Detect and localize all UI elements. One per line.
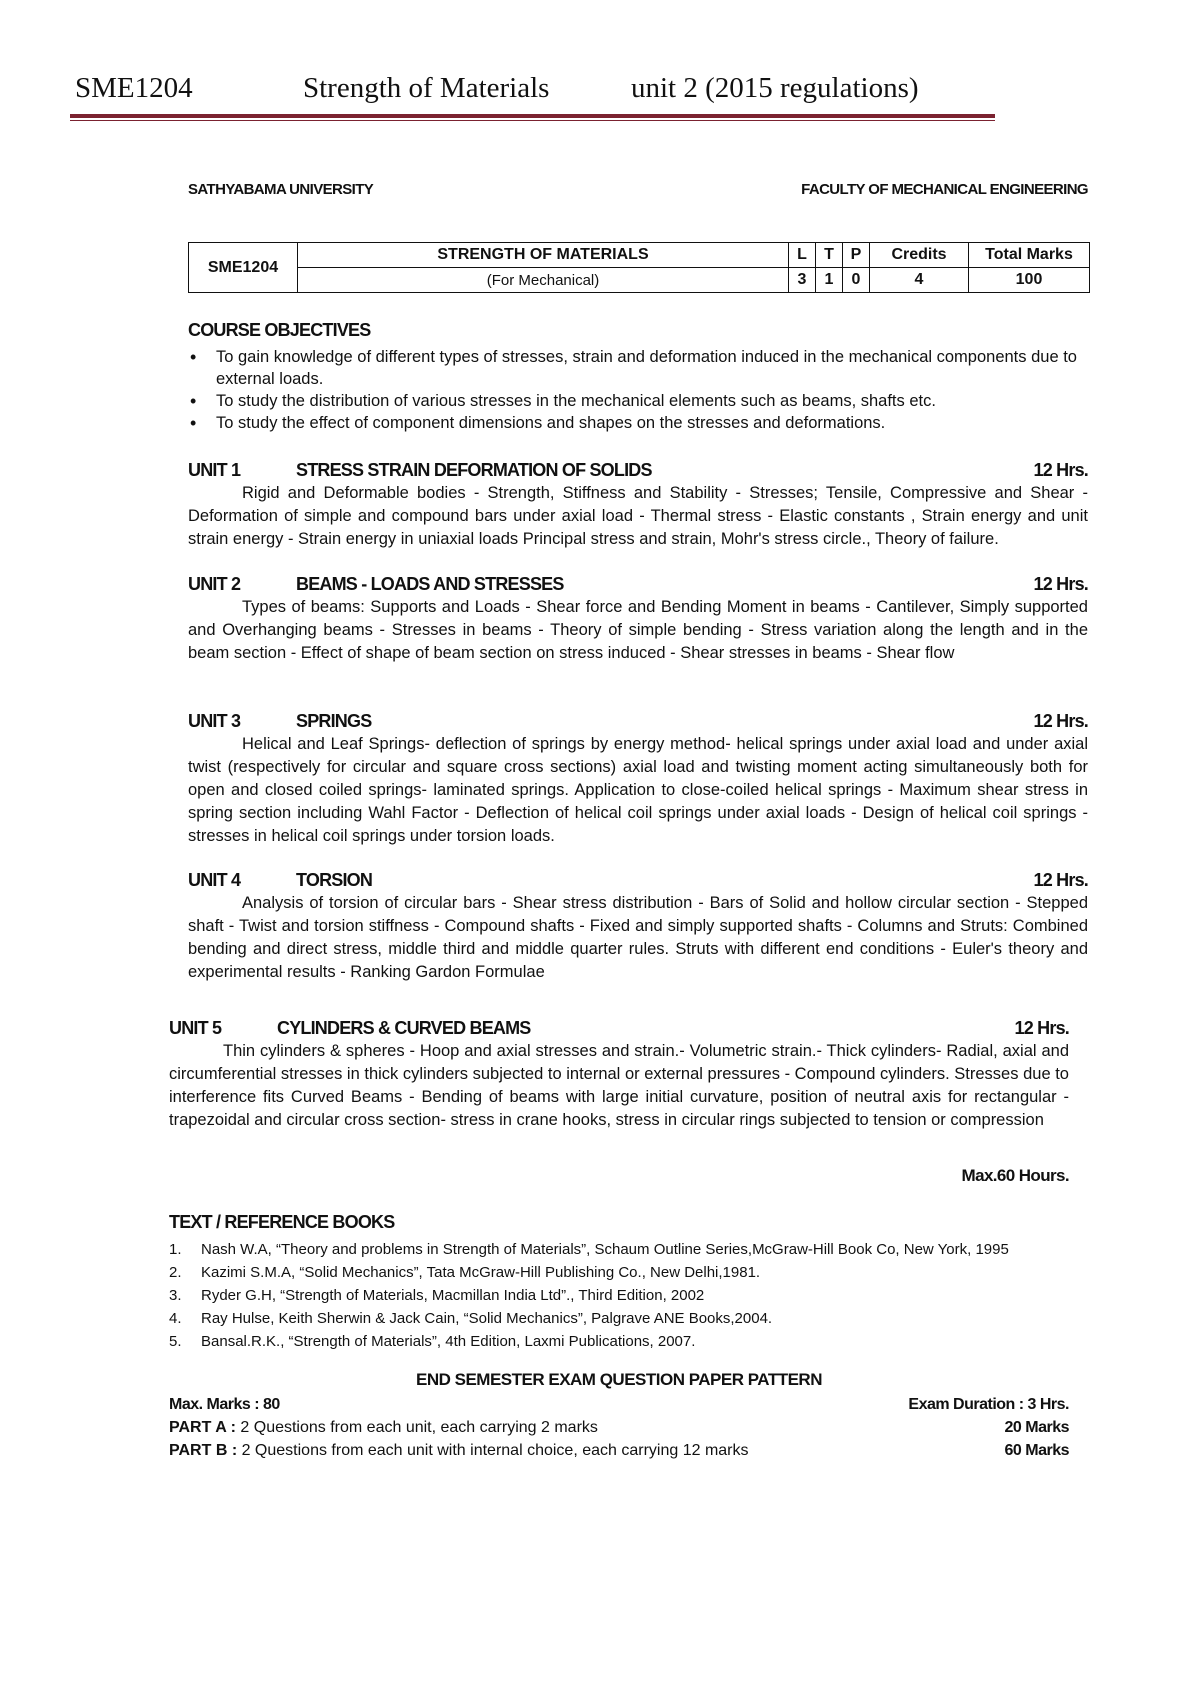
book-number: 1. [169, 1241, 182, 1258]
unit-hours: 12 Hrs. [1033, 711, 1088, 731]
objective-item: • To study the distribution of various stresses in the mechanical elements such as beams, shafts etc. [188, 390, 1088, 412]
course-table-row-values [189, 268, 1090, 293]
course-code-cell: SME1204 [189, 243, 298, 293]
books-list [169, 1238, 1069, 1353]
unit-hours: 12 Hrs. [1033, 574, 1088, 594]
header-course-code: SME1204 [75, 72, 193, 104]
unit-hours: 12 Hrs. [1033, 460, 1088, 480]
unit-title: TORSION [296, 870, 373, 890]
value-t: 1 [816, 268, 843, 293]
unit-title: SPRINGS [296, 711, 372, 731]
header-p: P [843, 243, 870, 268]
unit-number: UNIT 2 [188, 574, 241, 594]
value-total-marks: 100 [969, 268, 1090, 293]
unit-number: UNIT 1 [188, 460, 241, 480]
value-p: 0 [843, 268, 870, 293]
exam-max-marks: Max. Marks : 80 [169, 1396, 280, 1413]
unit-number: UNIT 3 [188, 711, 241, 731]
part-b-marks: 60 Marks [1004, 1442, 1069, 1459]
faculty-name: FACULTY OF MECHANICAL ENGINEERING [801, 181, 1088, 198]
course-table-row-header [189, 243, 1090, 268]
book-item [169, 1307, 1069, 1330]
exam-pattern-title: END SEMESTER EXAM QUESTION PAPER PATTERN [416, 1370, 822, 1389]
part-a-line [169, 1419, 598, 1437]
objectives-list [188, 346, 1088, 434]
part-a-marks: 20 Marks [1004, 1419, 1069, 1436]
header-t: T [816, 243, 843, 268]
unit-number: UNIT 4 [188, 870, 241, 890]
header-l: L [789, 243, 816, 268]
objective-item: • To gain knowledge of different types of stresses, strain and deformation induced in the mechanical components due to external loads. [188, 346, 1088, 390]
unit-title: BEAMS - LOADS AND STRESSES [296, 574, 564, 594]
book-number: 5. [169, 1333, 182, 1350]
header-rule-thin [70, 120, 995, 121]
part-b-text: 2 Questions from each unit with internal choice, each carrying 12 marks [237, 1442, 749, 1459]
header-rule [70, 114, 995, 118]
header-total-marks: Total Marks [969, 243, 1090, 268]
book-item [169, 1284, 1069, 1307]
book-item [169, 1330, 1069, 1353]
book-item [169, 1238, 1069, 1261]
book-item [169, 1261, 1069, 1284]
book-number: 3. [169, 1287, 182, 1304]
value-l: 3 [789, 268, 816, 293]
objective-item: • To study the effect of component dimensions and shapes on the stresses and deformations. [188, 412, 1088, 434]
unit-5-body: Thin cylinders & spheres - Hoop and axial stresses and strain.- Volumetric strain.- Thick cylinders- Radial, axial and circumferential stresses in thick cylinders subjected to internal or external pressures - Compound cylinders. Stresses due to interference fits Curved Beams - Bending of beams with large initial curvature, position of neutral axis for rectangular - trapezoidal and circular cross section- stress in crane hooks, stress in circular rings subjected to tension or compression [169, 1042, 1069, 1129]
course-name-cell: STRENGTH OF MATERIALS [298, 243, 789, 268]
objectives-title: COURSE OBJECTIVES [188, 320, 371, 340]
unit-title: CYLINDERS & CURVED BEAMS [277, 1018, 531, 1038]
header-course-title: Strength of Materials [303, 72, 550, 104]
book-number: 2. [169, 1264, 182, 1281]
header-unit-label: unit 2 (2015 regulations) [631, 72, 919, 104]
max-hours: Max.60 Hours. [961, 1166, 1069, 1185]
book-number: 4. [169, 1310, 182, 1327]
unit-2-body: Types of beams: Supports and Loads - Shear force and Bending Moment in beams - Cantilever, Simply supported and Overhanging beams - Stresses in beams - Theory of simple bending - Stress variation along the length and in the beam section - Effect of shape of beam section on stress induced - Shear stresses in beams - Shear flow [188, 598, 1088, 662]
unit-hours: 12 Hrs. [1014, 1018, 1069, 1038]
part-a-label: PART A : [169, 1419, 236, 1436]
unit-number: UNIT 5 [169, 1018, 222, 1038]
book-text: Ryder G.H, “Strength of Materials, Macmillan India Ltd”., Third Edition, 2002 [201, 1287, 705, 1304]
university-name: SATHYABAMA UNIVERSITY [188, 181, 374, 198]
value-credits: 4 [870, 268, 969, 293]
header-credits: Credits [870, 243, 969, 268]
unit-title: STRESS STRAIN DEFORMATION OF SOLIDS [296, 460, 652, 480]
course-subtitle-cell: (For Mechanical) [298, 268, 789, 293]
book-text: Ray Hulse, Keith Sherwin & Jack Cain, “Solid Mechanics”, Palgrave ANE Books,2004. [201, 1310, 773, 1327]
exam-duration: Exam Duration : 3 Hrs. [908, 1396, 1069, 1413]
book-text: Nash W.A, “Theory and problems in Strength of Materials”, Schaum Outline Series,McGraw-Hill Book Co, New York, 1995 [201, 1241, 1009, 1258]
unit-4-body: Analysis of torsion of circular bars - Shear stress distribution - Bars of Solid and hollow circular section - Stepped shaft - Twist and torsion stiffness - Compound shafts - Fixed and simply supported shafts - Columns and Struts: Combined bending and direct stress, middle third and middle quarter rules. Struts with different end conditions - Euler's theory and experimental results - Ranking Gardon Formulae [188, 894, 1088, 981]
unit-hours: 12 Hrs. [1033, 870, 1088, 890]
book-text: Bansal.R.K., “Strength of Materials”, 4th Edition, Laxmi Publications, 2007. [201, 1333, 696, 1350]
part-b-label: PART B : [169, 1442, 238, 1459]
unit-3-body: Helical and Leaf Springs- deflection of springs by energy method- helical springs under axial load and under axial twist (respectively for circular and square cross sections) axial load and twisting moment acting simultaneously both for open and closed coiled springs- laminated springs. Application to close-coiled helical springs - Maximum shear stress in spring section including Wahl Factor - Deflection of helical coil springs under axial loads - Design of helical coil springs - stresses in helical coil springs under torsion loads. [188, 735, 1088, 845]
unit-1-body: Rigid and Deformable bodies - Strength, Stiffness and Stability - Stresses; Tensile, Compressive and Shear - Deformation of simple and compound bars under axial load - Thermal stress - Elastic constants , Strain energy and unit strain energy - Strain energy in uniaxial loads Principal stress and strain, Mohr's stress circle., Theory of failure. [188, 484, 1088, 548]
books-title: TEXT / REFERENCE BOOKS [169, 1212, 395, 1232]
part-b-line [169, 1442, 749, 1460]
book-text: Kazimi S.M.A, “Solid Mechanics”, Tata McGraw-Hill Publishing Co., New Delhi,1981. [201, 1264, 761, 1281]
course-table [188, 242, 1090, 293]
part-a-text: 2 Questions from each unit, each carrying 2 marks [235, 1419, 598, 1436]
